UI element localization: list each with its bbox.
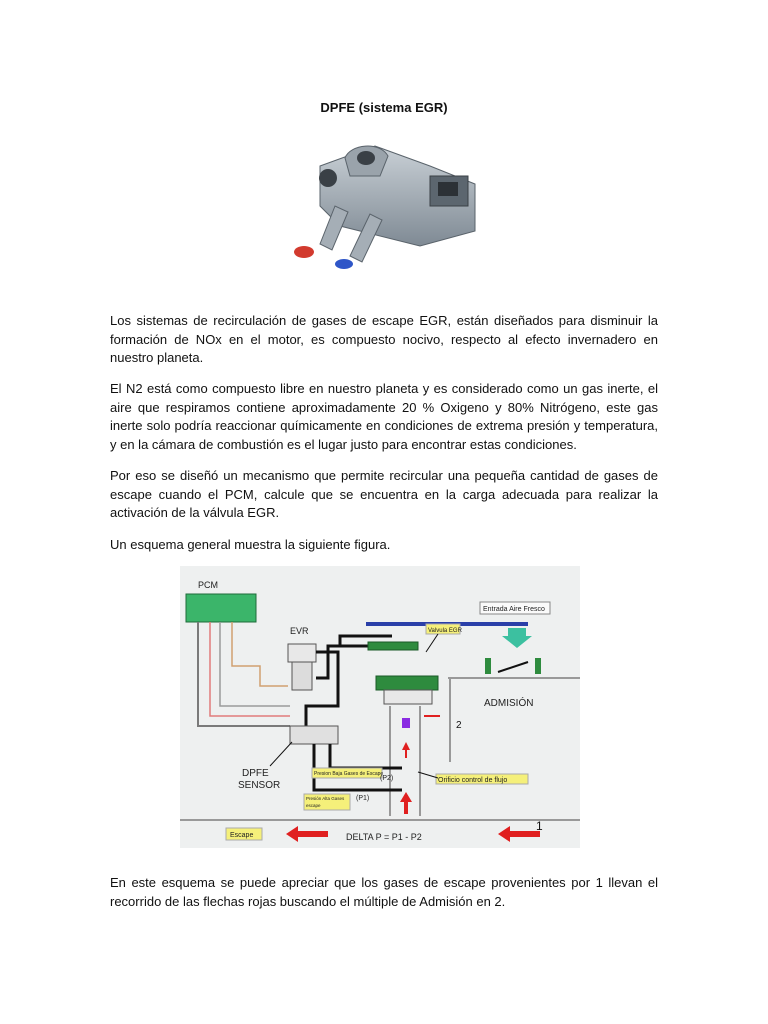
orificio-label: Orificio control de flujo [438,777,508,784]
presion-baja-label: Presion Baja Gases de Escape [314,771,384,777]
blue-port-icon [335,259,353,269]
pcm-label: PCM [198,580,218,590]
p2-label: (P2) [380,775,394,782]
paragraph-3: Por eso se diseñó un mecanismo que permite recircular una pequeña cantidad de gases de escape cuando el PCM, calcule que se encuentra en la carga adecuada para realizar la activación de la válvula EGR. [110,468,658,520]
dpfe-sensor-image [280,136,490,276]
document-title: DPFE (sistema EGR) [320,100,448,115]
paragraph-1: Los sistemas de recirculación de gases de escape EGR, están diseñados para disminuir la formación de NOx en el motor, es compuesto nocivo, respecto al efecto invernadero en nuestro planeta. [110,313,658,365]
delta-formula: DELTA P = P1 - P2 [346,832,422,842]
admision-label: ADMISIÓN [484,698,534,709]
evr-label: EVR [290,626,309,636]
dpfe-sensor-label-1: DPFE [242,768,269,779]
presion-alta-label-1: Presión Alta Gases [306,796,345,801]
paragraph-2: El N2 está como compuesto libre en nuestro planeta y es considerado como un gas inerte, el aire que respiramos contiene aproximadamente 20 % Oxigeno y 80% Nitrógeno, este gas inerte solo podría reaccionar químicamente en condiciones de extrema presión y temperatura, y en la cámara de combustión es el lugar justo para encontrar estas condiciones. [110,381,658,452]
num-1-label: 1 [536,819,543,833]
egr-diaphragm [368,642,418,650]
flow-orifice [402,718,410,728]
dpfe-sensor-box [290,726,338,744]
evr-box [288,644,316,662]
presion-alta-label-2: escape [306,803,321,808]
paragraph-4: Un esquema general muestra la siguiente figura. [110,537,391,552]
entrada-aire-label: Entrada Aire Fresco [483,606,545,613]
paragraph-5: En este esquema se puede apreciar que los gases de escape provenientes por 1 llevan el recorrido de las flechas rojas buscando el múltiple de Admisión en 2. [110,875,658,909]
egr-schematic-diagram [180,566,580,848]
escape-label: Escape [230,832,254,839]
num-2-label: 2 [456,720,462,731]
p1-label: (P1) [356,795,370,802]
red-port-icon [294,246,314,258]
pcm-box [186,594,256,622]
valvula-egr-label: Valvula EGR [428,628,462,634]
dpfe-sensor-label-2: SENSOR [238,780,281,791]
